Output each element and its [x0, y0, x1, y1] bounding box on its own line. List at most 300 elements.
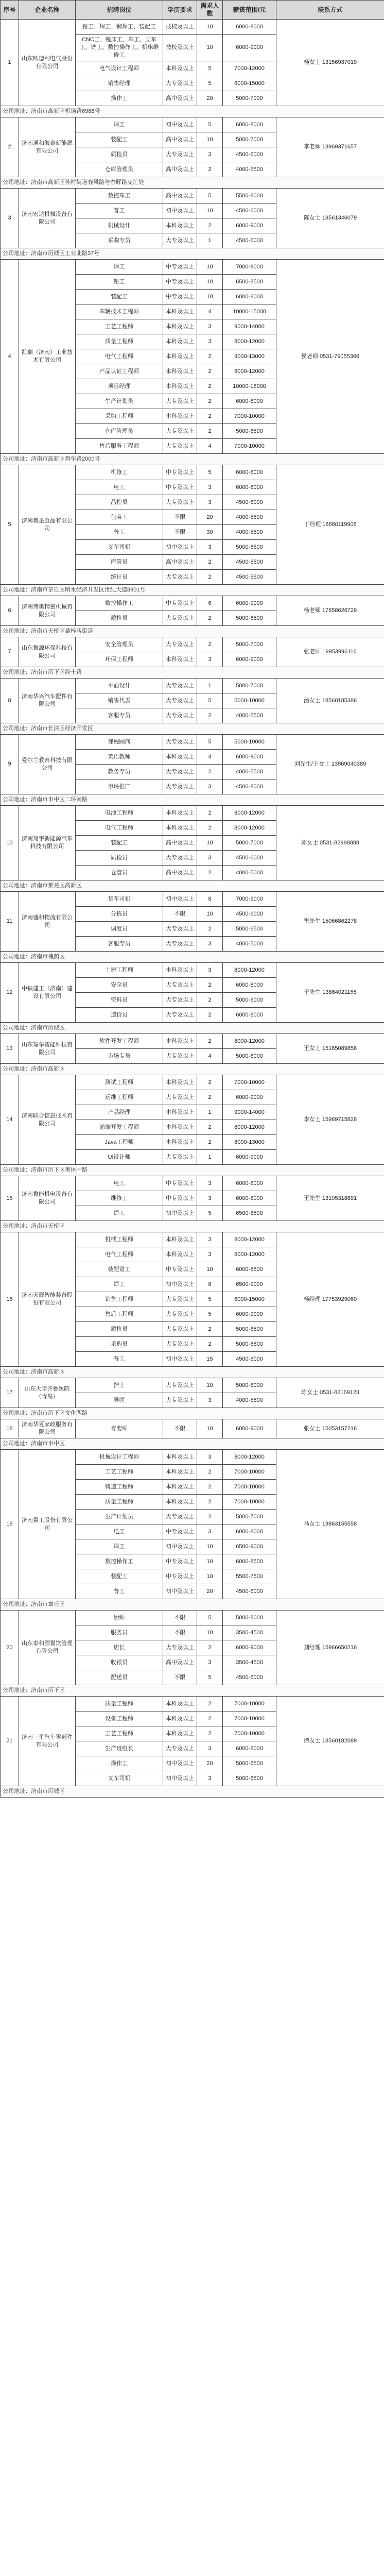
- job-salary: 6000-8000: [223, 117, 276, 132]
- job-education: 高中及以上: [163, 1655, 197, 1670]
- job-salary: 5000-7000: [223, 836, 276, 851]
- job-education: 高中及以上: [163, 132, 197, 147]
- job-salary: 6000-8000: [223, 480, 276, 495]
- job-count: 3: [197, 1393, 223, 1408]
- job-count: 2: [197, 162, 223, 177]
- company-address: 公司地址：济南市高新区孙村街道春风路与春晖路交汇处: [1, 177, 384, 189]
- job-education: 大专及以上: [163, 495, 197, 510]
- company-contact: 崔先生 15066862278: [276, 892, 384, 952]
- job-education: 本科及以上: [163, 963, 197, 978]
- job-position: 装配工: [76, 132, 163, 147]
- job-salary: 4000-5500: [223, 1393, 276, 1408]
- job-count: 10: [197, 1625, 223, 1640]
- job-salary: 10000-16000: [223, 379, 276, 394]
- table-row: [1, 596, 384, 611]
- job-count: 10: [197, 1554, 223, 1569]
- job-count: 3: [197, 1191, 223, 1206]
- job-education: 本科及以上: [163, 1135, 197, 1150]
- job-salary: 5000-7000: [223, 91, 276, 106]
- job-count: 2: [197, 1322, 223, 1337]
- job-education: 初中及以上: [163, 540, 197, 555]
- job-count: 2: [197, 1090, 223, 1105]
- job-salary: 4500-6000: [223, 233, 276, 248]
- job-education: 大专及以上: [163, 1049, 197, 1064]
- job-position: 仓管员: [76, 866, 163, 880]
- job-education: 中专及以上: [163, 465, 197, 480]
- job-education: 本科及以上: [163, 1450, 197, 1465]
- table-row: [1, 1697, 384, 1711]
- job-education: 初中及以上: [163, 1756, 197, 1771]
- job-salary: 5000-6500: [223, 1322, 276, 1337]
- job-education: 本科及以上: [163, 1075, 197, 1090]
- job-salary: 6000-9000: [223, 1307, 276, 1322]
- job-count: 1: [197, 679, 223, 693]
- job-salary: 6000-9000: [223, 1090, 276, 1105]
- company-address: 公司地址：济南市市中区二环南路: [1, 794, 384, 806]
- table-row: [1, 963, 384, 978]
- job-education: 高中及以上: [163, 162, 197, 177]
- job-education: 大专及以上: [163, 922, 197, 937]
- job-education: 大专及以上: [163, 735, 197, 750]
- company-address: 公司地址：济南市槐荫区: [1, 952, 384, 963]
- company-name: 济南华夏家政服务有限公司: [19, 1419, 76, 1438]
- job-salary: 6000-9000: [223, 35, 276, 61]
- job-salary: 7000-10000: [223, 1075, 276, 1090]
- table-row: [1, 1034, 384, 1049]
- job-education: 大专及以上: [163, 679, 197, 693]
- job-count: 3: [197, 1176, 223, 1191]
- job-salary: 8000-12000: [223, 1034, 276, 1049]
- company-contact: 郭女士 0531-82998888: [276, 806, 384, 880]
- company-address: 公司地址：济南市高新区: [1, 1064, 384, 1075]
- job-count: 20: [197, 510, 223, 525]
- job-count: 3: [197, 495, 223, 510]
- job-education: 大专及以上: [163, 1393, 197, 1408]
- job-education: 本科及以上: [163, 1711, 197, 1726]
- address-row: [1, 585, 384, 596]
- job-education: 大专及以上: [163, 693, 197, 708]
- job-position: 销售经理: [76, 76, 163, 91]
- job-position: 客服专员: [76, 937, 163, 952]
- table-row: [1, 1378, 384, 1393]
- company-address: 公司地址：济南市章丘区明水经济开发区世纪大道8801号: [1, 585, 384, 596]
- company-address: 公司地址：济南市高新区舜华路2000号: [1, 454, 384, 465]
- table-row: [1, 1075, 384, 1090]
- job-salary: 4500-6000: [223, 1352, 276, 1367]
- job-education: 大专及以上: [163, 611, 197, 626]
- job-count: 2: [197, 866, 223, 880]
- company-number: 14: [1, 1075, 19, 1165]
- job-position: 操作工: [76, 1756, 163, 1771]
- job-position: 英语教师: [76, 750, 163, 765]
- job-education: 初中及以上: [163, 892, 197, 907]
- job-count: 2: [197, 394, 223, 409]
- job-count: 5: [197, 693, 223, 708]
- job-position: 产品经理: [76, 1105, 163, 1120]
- header-position: 招聘岗位: [76, 1, 163, 20]
- job-education: 本科及以上: [163, 652, 197, 667]
- job-count: 10: [197, 1262, 223, 1277]
- job-salary: 5000-6000: [223, 993, 276, 1008]
- job-position: 配送员: [76, 1670, 163, 1685]
- job-count: 2: [197, 1697, 223, 1711]
- job-count: 5: [197, 61, 223, 76]
- company-contact: 潘女士 18560185386: [276, 679, 384, 723]
- job-education: 本科及以上: [163, 1495, 197, 1510]
- company-number: 16: [1, 1232, 19, 1367]
- job-position: 装配钳工: [76, 1262, 163, 1277]
- company-contact: 侯老师 0531-79055366: [276, 260, 384, 454]
- job-position: 电池工程师: [76, 806, 163, 821]
- table-row: [1, 1611, 384, 1625]
- job-salary: 10000-15000: [223, 304, 276, 319]
- company-number: 17: [1, 1378, 19, 1408]
- job-position: 质检员: [76, 147, 163, 162]
- company-address: 公司地址：济南市天桥区: [1, 1221, 384, 1232]
- company-name: 济南博奥精密机械有限公司: [19, 596, 76, 626]
- job-salary: 4000-5000: [223, 937, 276, 952]
- company-address: 公司地址：济南市历城区工业北路37号: [1, 248, 384, 260]
- company-address: 公司地址：济南市天桥区桑梓店街道: [1, 626, 384, 637]
- job-education: 大专及以上: [163, 851, 197, 866]
- job-position: 库管员: [76, 555, 163, 570]
- job-count: 3: [197, 851, 223, 866]
- job-salary: 4500-6000: [223, 1670, 276, 1685]
- company-name: 济南重工股份有限公司: [19, 1450, 76, 1599]
- company-address: 公司地址：济南市市中区: [1, 1438, 384, 1450]
- company-address: 公司地址：济南市高新区: [1, 1367, 384, 1378]
- company-address: 公司地址：济南市历下区: [1, 1685, 384, 1697]
- job-education: 初中及以上: [163, 1771, 197, 1786]
- company-name: 济南盛和物流有限公司: [19, 892, 76, 952]
- table-row: [1, 20, 384, 35]
- job-education: 本科及以上: [163, 1034, 197, 1049]
- job-count: 3: [197, 1655, 223, 1670]
- job-salary: 6500-9000: [223, 1539, 276, 1554]
- table-row: [1, 117, 384, 132]
- job-salary: 4500-6000: [223, 1584, 276, 1599]
- job-education: 中专及以上: [163, 260, 197, 275]
- company-address: 公司地址：济南市历城区: [1, 1786, 384, 1798]
- job-education: 大专及以上: [163, 1008, 197, 1023]
- table-row: [1, 1450, 384, 1465]
- company-name: 爱尔兰教育科技有限公司: [19, 735, 76, 794]
- job-count: 10: [197, 1539, 223, 1554]
- job-count: 2: [197, 1008, 223, 1023]
- job-education: 本科及以上: [163, 334, 197, 349]
- address-row: [1, 1165, 384, 1176]
- job-position: 装配工: [76, 1569, 163, 1584]
- job-education: 初中及以上: [163, 1352, 197, 1367]
- job-salary: 4000-5500: [223, 162, 276, 177]
- address-row: [1, 177, 384, 189]
- header-contact: 联系方式: [276, 1, 384, 20]
- job-position: Java工程师: [76, 1135, 163, 1150]
- job-education: 大专及以上: [163, 937, 197, 952]
- job-salary: 9000-14000: [223, 1105, 276, 1120]
- job-count: 10: [197, 1378, 223, 1393]
- table-row: [1, 465, 384, 480]
- company-contact: 王女士 15165089858: [276, 1034, 384, 1064]
- job-count: 2: [197, 364, 223, 379]
- job-count: 10: [197, 836, 223, 851]
- job-salary: 5000-6500: [223, 540, 276, 555]
- job-salary: 5000-7000: [223, 679, 276, 693]
- job-salary: 6000-9000: [223, 596, 276, 611]
- job-salary: 5000-6500: [223, 611, 276, 626]
- company-contact: 于先生 13864021155: [276, 963, 384, 1023]
- job-education: 不限: [163, 525, 197, 540]
- job-position: 品控员: [76, 495, 163, 510]
- job-count: 2: [197, 1510, 223, 1524]
- job-salary: 8000-12000: [223, 1247, 276, 1262]
- job-position: 分拣员: [76, 907, 163, 922]
- address-row: [1, 1367, 384, 1378]
- job-position: 电工: [76, 1524, 163, 1539]
- job-education: 本科及以上: [163, 409, 197, 424]
- company-name: 山东大学齐鲁医院（青岛）: [19, 1378, 76, 1408]
- job-position: 资料员: [76, 993, 163, 1008]
- job-education: 高中及以上: [163, 555, 197, 570]
- job-count: 2: [197, 1726, 223, 1741]
- company-name: 济南天辰智能装备股份有限公司: [19, 1232, 76, 1367]
- job-position: 焊工: [76, 1539, 163, 1554]
- job-position: CNC工、镗床工、车工、立车工、铣工、数控操作工、机床维修工: [76, 35, 163, 61]
- job-salary: 6500-8500: [223, 1206, 276, 1221]
- job-education: 大专及以上: [163, 147, 197, 162]
- job-salary: 4500-6000: [223, 147, 276, 162]
- job-salary: 4500-5500: [223, 570, 276, 585]
- table-header: [1, 1, 384, 20]
- address-row: [1, 667, 384, 679]
- job-position: 环保工程师: [76, 652, 163, 667]
- job-count: 15: [197, 1352, 223, 1367]
- job-education: 大专及以上: [163, 637, 197, 652]
- job-count: 3: [197, 540, 223, 555]
- job-position: 生产计划员: [76, 394, 163, 409]
- job-position: 客服专员: [76, 708, 163, 723]
- company-contact: 陈女士 18561346079: [276, 189, 384, 248]
- address-row: [1, 1786, 384, 1798]
- job-salary: 6000-8500: [223, 1554, 276, 1569]
- company-contact: 杨女士 13156937019: [276, 20, 384, 106]
- job-position: 采购工程师: [76, 409, 163, 424]
- job-education: 大专及以上: [163, 76, 197, 91]
- job-position: 工艺工程师: [76, 1465, 163, 1480]
- job-salary: 8000-12000: [223, 334, 276, 349]
- job-count: 5: [197, 76, 223, 91]
- job-salary: 5500-8000: [223, 189, 276, 204]
- job-position: 生产班组长: [76, 1741, 163, 1756]
- job-count: 2: [197, 637, 223, 652]
- job-salary: 8000-13000: [223, 1135, 276, 1150]
- job-education: 本科及以上: [163, 1232, 197, 1247]
- job-education: 不限: [163, 1611, 197, 1625]
- job-education: 本科及以上: [163, 364, 197, 379]
- job-education: 大专及以上: [163, 993, 197, 1008]
- job-salary: 5000-8000: [223, 1049, 276, 1064]
- job-position: 工艺工程师: [76, 319, 163, 334]
- job-count: 1: [197, 233, 223, 248]
- company-name: 凯瑞（济南）工业技术有限公司: [19, 260, 76, 454]
- address-row: [1, 1408, 384, 1419]
- job-position: 电气工程师: [76, 349, 163, 364]
- job-education: 大专及以上: [163, 779, 197, 794]
- job-count: 10: [197, 1419, 223, 1438]
- job-education: 中专及以上: [163, 480, 197, 495]
- job-position: 课程顾问: [76, 735, 163, 750]
- job-education: 初中及以上: [163, 1206, 197, 1221]
- job-count: 20: [197, 91, 223, 106]
- job-position: 售后服务工程师: [76, 439, 163, 454]
- job-salary: 5000-8000: [223, 1611, 276, 1625]
- company-name: 济南宏达机械设备有限公司: [19, 189, 76, 248]
- company-contact: 杨经理 17753929060: [276, 1232, 384, 1367]
- job-position: 数控操作工: [76, 1554, 163, 1569]
- address-row: [1, 880, 384, 892]
- job-count: 2: [197, 708, 223, 723]
- job-position: 包装工: [76, 510, 163, 525]
- job-count: 2: [197, 1135, 223, 1150]
- address-row: [1, 1221, 384, 1232]
- job-salary: 6000-15000: [223, 1292, 276, 1307]
- job-position: UI设计师: [76, 1150, 163, 1165]
- job-education: 初中及以上: [163, 1584, 197, 1599]
- job-education: 本科及以上: [163, 319, 197, 334]
- job-education: 本科及以上: [163, 1105, 197, 1120]
- job-salary: 3500-4500: [223, 1655, 276, 1670]
- job-salary: 5500-7500: [223, 1569, 276, 1584]
- job-count: 2: [197, 1495, 223, 1510]
- job-education: 大专及以上: [163, 1150, 197, 1165]
- job-education: 本科及以上: [163, 1726, 197, 1741]
- job-position: 装配工: [76, 290, 163, 304]
- job-education: 中专及以上: [163, 1176, 197, 1191]
- job-count: 2: [197, 218, 223, 233]
- job-count: 2: [197, 993, 223, 1008]
- job-count: 2: [197, 349, 223, 364]
- company-number: 8: [1, 679, 19, 723]
- job-salary: 4000-5000: [223, 866, 276, 880]
- job-count: 2: [197, 409, 223, 424]
- job-salary: 4000-5500: [223, 708, 276, 723]
- company-contact: 杨老师 17658626729: [276, 596, 384, 626]
- job-count: 3: [197, 1741, 223, 1756]
- job-salary: 4500-5500: [223, 555, 276, 570]
- job-count: 5: [197, 735, 223, 750]
- job-salary: 4000-5500: [223, 765, 276, 779]
- company-number: 15: [1, 1176, 19, 1221]
- company-name: 济南奥圣食品有限公司: [19, 465, 76, 585]
- job-count: 2: [197, 611, 223, 626]
- job-count: 4: [197, 1049, 223, 1064]
- job-count: 2: [197, 570, 223, 585]
- job-salary: 8000-12000: [223, 1120, 276, 1135]
- job-salary: 8000-12000: [223, 821, 276, 836]
- job-education: 大专及以上: [163, 394, 197, 409]
- job-salary: 5000-8000: [223, 1378, 276, 1393]
- job-position: 造价员: [76, 1008, 163, 1023]
- job-position: 统计员: [76, 570, 163, 585]
- job-salary: 9000-13000: [223, 349, 276, 364]
- job-position: 装配工: [76, 836, 163, 851]
- job-salary: 7000-10000: [223, 439, 276, 454]
- job-salary: 5000-6500: [223, 424, 276, 439]
- job-count: 20: [197, 1756, 223, 1771]
- job-count: 3: [197, 1247, 223, 1262]
- job-count: 2: [197, 821, 223, 836]
- job-position: 叉车司机: [76, 540, 163, 555]
- job-education: 大专及以上: [163, 1640, 197, 1655]
- job-education: 大专及以上: [163, 1337, 197, 1352]
- job-count: 5: [197, 1307, 223, 1322]
- job-position: 市场推广: [76, 779, 163, 794]
- job-position: 工艺工程师: [76, 1726, 163, 1741]
- job-salary: 8000-12000: [223, 1450, 276, 1465]
- job-count: 3: [197, 1450, 223, 1465]
- job-count: 10: [197, 275, 223, 290]
- job-education: 中专及以上: [163, 1262, 197, 1277]
- job-salary: 4500-8000: [223, 779, 276, 794]
- job-education: 大专及以上: [163, 1741, 197, 1756]
- job-education: 本科及以上: [163, 304, 197, 319]
- job-position: 生产计划员: [76, 1510, 163, 1524]
- job-count: 2: [197, 922, 223, 937]
- job-salary: 5000-7000: [223, 637, 276, 652]
- header-education: 学历要求: [163, 1, 197, 20]
- job-education: 初中及以上: [163, 204, 197, 218]
- job-salary: 6000-8000: [223, 290, 276, 304]
- job-salary: 4500-6000: [223, 204, 276, 218]
- address-row: [1, 723, 384, 735]
- job-position: 采购员: [76, 1337, 163, 1352]
- job-position: 服务员: [76, 1625, 163, 1640]
- job-education: 中专及以上: [163, 1191, 197, 1206]
- company-name: 中铁建工（济南）建设有限公司: [19, 963, 76, 1023]
- company-number: 1: [1, 20, 19, 106]
- job-position: 质量工程师: [76, 334, 163, 349]
- job-position: 厨师: [76, 1611, 163, 1625]
- job-education: 中专及以上: [163, 275, 197, 290]
- job-education: 大专及以上: [163, 978, 197, 993]
- company-name: 山东鲁源环保科技有限公司: [19, 637, 76, 667]
- job-position: 软件开发工程师: [76, 1034, 163, 1049]
- job-position: 数控操作工: [76, 596, 163, 611]
- job-count: 10: [197, 204, 223, 218]
- job-salary: 5000-6500: [223, 1771, 276, 1786]
- job-salary: 6000-8000: [223, 20, 276, 35]
- job-education: 高中及以上: [163, 836, 197, 851]
- address-row: [1, 626, 384, 637]
- job-position: 机械工程师: [76, 1232, 163, 1247]
- address-row: [1, 794, 384, 806]
- company-address: 公司地址：济南市章丘区: [1, 1599, 384, 1611]
- job-position: 运维工程师: [76, 1090, 163, 1105]
- company-contact: 李老师 13969371657: [276, 117, 384, 177]
- job-position: 采购专员: [76, 233, 163, 248]
- job-education: 不限: [163, 1625, 197, 1640]
- job-salary: 8000-12000: [223, 963, 276, 978]
- job-position: 土建工程师: [76, 963, 163, 978]
- job-salary: 7000-10000: [223, 1465, 276, 1480]
- job-salary: 9000-14000: [223, 319, 276, 334]
- job-position: 铸造工程师: [76, 1480, 163, 1495]
- job-education: 高中及以上: [163, 91, 197, 106]
- company-address: 公司地址：济南市历下区奥体中路: [1, 1165, 384, 1176]
- job-salary: 7000-9000: [223, 260, 276, 275]
- job-count: 5: [197, 1292, 223, 1307]
- job-position: 焊工: [76, 117, 163, 132]
